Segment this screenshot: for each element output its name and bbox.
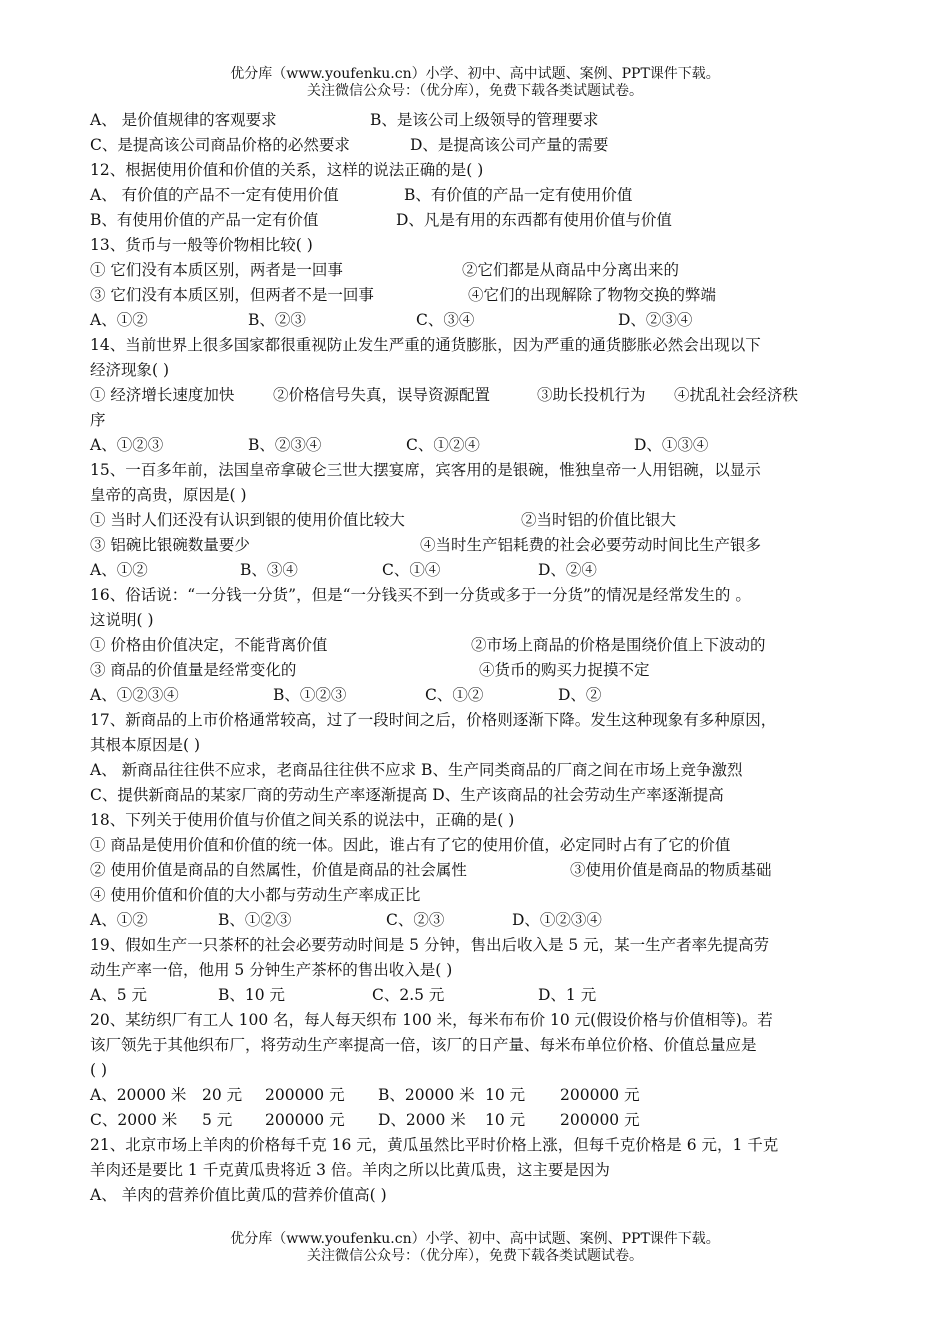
option-text: A、 有价值的产品不一定有使用价值 — [90, 186, 339, 204]
option-text: A、①② — [90, 911, 148, 929]
page-footer — [0, 1231, 950, 1265]
option-text: B、有使用价值的产品一定有价值 — [90, 211, 319, 229]
option-text: C、2000 米 — [90, 1111, 178, 1129]
line-text: A、 羊肉的营养价值比黄瓜的营养价值高( ) — [90, 1186, 387, 1204]
line-text: 12、根据使用价值和价值的关系，这样的说法正确的是( ) — [90, 161, 484, 179]
line-text: 序 — [90, 411, 106, 429]
line-text: 13、货币与一般等价物相比较( ) — [90, 236, 313, 254]
line-text: 15、一百多年前，法国皇帝拿破仑三世大摆宴席，宾客用的是银碗，惟独皇帝一人用铝碗，以显示 — [90, 461, 761, 479]
line-text: 羊肉还是要比 1 千克黄瓜贵将近 3 倍。羊肉之所以比黄瓜贵，这主要是因为 — [90, 1161, 610, 1179]
option-text: C、③④ — [416, 311, 475, 329]
line-text: ④ 使用价值和价值的大小都与劳动生产率成正比 — [90, 886, 421, 904]
line-text: ① 商品是使用价值和价值的统一体。因此，谁占有了它的使用价值，必定同时占有了它的价值 — [90, 836, 731, 854]
option-text: ③ 商品的价值量是经常变化的 — [90, 661, 297, 679]
option-text: ① 经济增长速度加快 — [90, 386, 235, 404]
line-text: 皇帝的高贵，原因是( ) — [90, 486, 247, 504]
option-text: B、②③ — [248, 311, 306, 329]
option-text: 20 元 — [202, 1086, 243, 1104]
option-text: B、是该公司上级领导的管理要求 — [370, 111, 599, 129]
line-text: 20、某纺织厂有工人 100 名，每人每天织布 100 米，每米布布价 10 元(假设价格与价值相等)。若 — [90, 1011, 773, 1029]
option-text: B、10 元 — [218, 986, 286, 1004]
line-text: ( ) — [90, 1061, 108, 1079]
line-text: 动生产率一倍，他用 5 分钟生产茶杯的售出收入是( ) — [90, 961, 453, 979]
option-text: C、②③ — [386, 911, 445, 929]
option-text: C、①④ — [382, 561, 441, 579]
option-text: 10 元 — [485, 1086, 526, 1104]
option-text: ③ 铝碗比银碗数量要少 — [90, 536, 250, 554]
line-text: 其根本原因是( ) — [90, 736, 201, 754]
option-text: A、5 元 — [90, 986, 147, 1004]
footer-line-2: 关注微信公众号：（优分库），免费下载各类试题试卷。 — [307, 1248, 643, 1264]
option-text: ③ 它们没有本质区别，但两者不是一回事 — [90, 286, 374, 304]
option-text: C、①② — [425, 686, 484, 704]
line-text: 该厂领先于其他织布厂，将劳动生产率提高一倍，该厂的日产量、每米布单位价格、价值总量应是 — [90, 1036, 757, 1054]
option-text: ① 当时人们还没有认识到银的使用价值比较大 — [90, 511, 405, 529]
line-text: 14、当前世界上很多国家都很重视防止发生严重的通货膨胀，因为严重的通货膨胀必然会出现以下 — [90, 336, 761, 354]
option-text: ④它们的出现解除了物物交换的弊端 — [468, 286, 717, 304]
option-text: ② 使用价值是商品的自然属性，价值是商品的社会属性 — [90, 861, 467, 879]
option-text: 200000 元 — [265, 1086, 345, 1104]
option-text: B、③④ — [240, 561, 298, 579]
option-text: ②它们都是从商品中分离出来的 — [462, 261, 680, 279]
header-line-2: 关注微信公众号：（优分库），免费下载各类试题试卷。 — [307, 83, 643, 99]
option-text: A、20000 米 — [90, 1086, 187, 1104]
option-text: ②市场上商品的价格是围绕价值上下波动的 — [471, 636, 766, 654]
option-text: ④货币的购买力捉摸不定 — [479, 661, 650, 679]
line-text: A、 新商品往往供不应求，老商品往往供不应求 B、生产同类商品的厂商之间在市场上竞争激烈 — [90, 761, 743, 779]
option-text: B、有价值的产品一定有使用价值 — [404, 186, 633, 204]
line-text: 经济现象( ) — [90, 361, 170, 379]
option-text: D、①②③④ — [512, 911, 602, 929]
option-text: D、②④ — [538, 561, 597, 579]
option-text: 200000 元 — [560, 1086, 640, 1104]
option-text: 200000 元 — [560, 1111, 640, 1129]
option-text: D、①③④ — [634, 436, 709, 454]
option-text: A、①②③ — [90, 436, 164, 454]
option-text: A、①② — [90, 311, 148, 329]
option-text: 10 元 — [485, 1111, 526, 1129]
option-text: A、 是价值规律的客观要求 — [90, 111, 277, 129]
option-text: C、①②④ — [406, 436, 480, 454]
option-text: ④扰乱社会经济秩 — [674, 386, 799, 404]
line-text: 18、下列关于使用价值与价值之间关系的说法中，正确的是( ) — [90, 811, 515, 829]
option-text: ②价格信号失真，误导资源配置 — [273, 386, 491, 404]
option-text: ④当时生产铝耗费的社会必要劳动时间比生产银多 — [420, 536, 762, 554]
line-text: 17、新商品的上市价格通常较高，过了一段时间之后，价格则逐渐下降。发生这种现象有多种原因， — [90, 711, 777, 729]
option-text: ②当时铝的价值比银大 — [521, 511, 677, 529]
option-text: D、1 元 — [538, 986, 597, 1004]
option-text: B、①②③ — [273, 686, 347, 704]
option-text: D、凡是有用的东西都有使用价值与价值 — [396, 211, 672, 229]
option-text: B、①②③ — [218, 911, 292, 929]
option-text: B、20000 米 — [378, 1086, 475, 1104]
option-text: ③助长投机行为 — [537, 386, 646, 404]
option-text: A、①② — [90, 561, 148, 579]
option-text: 5 元 — [202, 1111, 233, 1129]
line-text: 这说明( ) — [90, 611, 154, 629]
option-text: C、是提高该公司商品价格的必然要求 — [90, 136, 350, 154]
option-text: ① 它们没有本质区别，两者是一回事 — [90, 261, 343, 279]
option-text: ① 价格由价值决定，不能背离价值 — [90, 636, 328, 654]
line-text: 16、俗话说：“一分钱一分货”，但是“一分钱买不到一分货或多于一分货”的情况是经常发生的 。 — [90, 586, 751, 604]
option-text: D、② — [558, 686, 602, 704]
option-text: D、②③④ — [618, 311, 693, 329]
option-text: ③使用价值是商品的物质基础 — [570, 861, 772, 879]
footer-line-1: 优分库（www.youfenku.cn）小学、初中、高中试题、案例、PPT课件下载。 — [230, 1231, 720, 1247]
option-text: D、是提高该公司产量的需要 — [410, 136, 609, 154]
line-text: 19、假如生产一只茶杯的社会必要劳动时间是 5 分钟，售出后收入是 5 元，某一生产者率先提高劳 — [90, 936, 770, 954]
line-text: 21、北京市场上羊肉的价格每千克 16 元，黄瓜虽然比平时价格上涨，但每千克价格是 6 元，1 千克 — [90, 1136, 779, 1154]
option-text: B、②③④ — [248, 436, 322, 454]
line-text: C、提供新商品的某家厂商的劳动生产率逐渐提高 D、生产该商品的社会劳动生产率逐渐提高 — [90, 786, 724, 804]
option-text: 200000 元 — [265, 1111, 345, 1129]
page-header — [0, 66, 950, 100]
option-text: A、①②③④ — [90, 686, 179, 704]
option-text: C、2.5 元 — [372, 986, 445, 1004]
header-line-1: 优分库（www.youfenku.cn）小学、初中、高中试题、案例、PPT课件下载。 — [230, 66, 720, 82]
option-text: D、2000 米 — [378, 1111, 466, 1129]
